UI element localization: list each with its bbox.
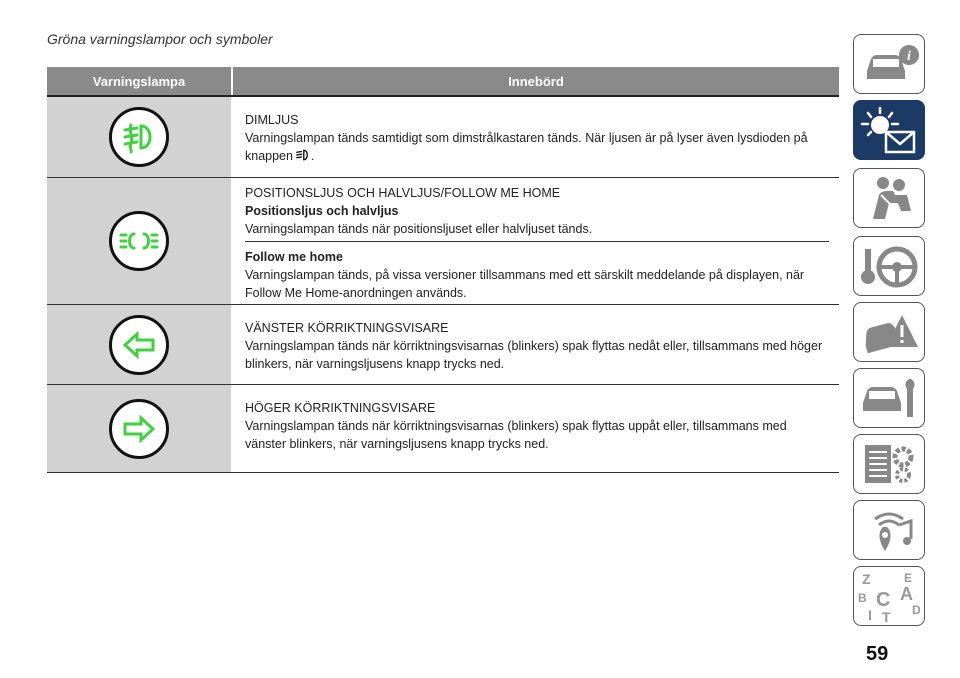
table-header — [47, 67, 839, 97]
column-header-lamp: Varningslampa — [92, 73, 186, 89]
table-row — [47, 385, 839, 473]
table-row — [47, 97, 839, 178]
warning-light-message-icon — [858, 104, 920, 156]
column-header-meaning: Innebörd — [231, 67, 839, 95]
tab-safety[interactable] — [853, 168, 925, 228]
page-heading: Gröna varningslampor och symboler — [47, 31, 273, 47]
page-number: 59 — [866, 643, 889, 665]
meaning-cell — [231, 178, 839, 304]
tab-technical-data[interactable] — [853, 434, 925, 494]
right-arrow-icon — [109, 399, 169, 459]
lamp-title: VÄNSTER KÖRRIKTNINGSVISARE — [245, 321, 449, 335]
lamp-cell — [47, 305, 231, 384]
alphabetical-index-icon — [856, 568, 922, 624]
fog-light-icon — [109, 107, 169, 167]
lamp-description: Varningslampan tänds när körriktningsvisarnas (blinkers) spak flyttas nedåt eller, tillsammans med höger blinkers, när varningsljusens knapp trycks ned. — [245, 339, 823, 371]
meaning-cell — [231, 305, 839, 384]
car-info-icon — [859, 41, 919, 87]
car-emergency-icon — [858, 307, 920, 357]
tab-multimedia[interactable] — [853, 500, 925, 560]
tab-car-info[interactable] — [853, 34, 925, 94]
svg-text:C: C — [876, 589, 891, 611]
tab-index[interactable] — [853, 566, 925, 626]
lamp-cell — [47, 97, 231, 177]
fog-light-icon — [295, 148, 311, 167]
warning-lights-table — [47, 67, 839, 473]
position-light-icon — [109, 211, 169, 271]
table-row — [47, 178, 839, 305]
lamp-title: DIMLJUS — [245, 113, 299, 127]
svg-text:i: i — [907, 49, 911, 64]
lamp-description: Varningslampan tänds när positionsljuset eller halvljuset tänds. — [245, 222, 593, 236]
svg-text:T: T — [882, 609, 891, 624]
svg-text:Z: Z — [862, 571, 871, 587]
svg-text:D: D — [912, 603, 921, 617]
lamp-title: HÖGER KÖRRIKTNINGSVISARE — [245, 401, 436, 415]
lamp-description: Varningslampan tänds, på vissa versioner tillsammans med ett särskilt meddelande på displayen, när Follow Me Home-anordningen används. — [245, 268, 805, 300]
lamp-description: Varningslampan tänds när körriktningsvisarnas (blinkers) spak flyttas uppåt eller, tillsammans med vänster blinkers, när varningsljusens knapp trycks ned. — [245, 419, 787, 451]
passenger-safety-icon — [859, 173, 919, 223]
table-row — [47, 305, 839, 385]
lamp-subtitle: Positionsljus och halvljus — [245, 204, 399, 218]
car-maintenance-icon — [859, 373, 919, 423]
svg-text:B: B — [858, 591, 867, 605]
left-arrow-icon — [109, 315, 169, 375]
svg-text:E: E — [904, 571, 913, 585]
svg-text:A: A — [900, 584, 913, 604]
lamp-title: POSITIONSLJUS OCH HALVLJUS/FOLLOW ME HOME — [245, 186, 561, 200]
meaning-cell — [231, 97, 839, 177]
lamp-cell — [47, 178, 231, 304]
multimedia-icon — [859, 505, 919, 555]
lamp-description: Varningslampan tänds samtidigt som dimstrålkastaren tänds. När ljusen är på lyser även lysdioden på knappen . — [245, 129, 829, 167]
tab-starting-driving[interactable] — [853, 236, 925, 296]
tab-maintenance[interactable] — [853, 368, 925, 428]
tab-warning-lights[interactable] — [853, 100, 925, 160]
svg-text:I: I — [868, 607, 872, 623]
meaning-cell — [231, 385, 839, 472]
tab-emergency[interactable] — [853, 302, 925, 362]
lamp-cell — [47, 385, 231, 472]
technical-data-icon — [859, 439, 919, 489]
lamp-subtitle: Follow me home — [245, 250, 343, 264]
steering-wheel-key-icon — [859, 241, 919, 291]
